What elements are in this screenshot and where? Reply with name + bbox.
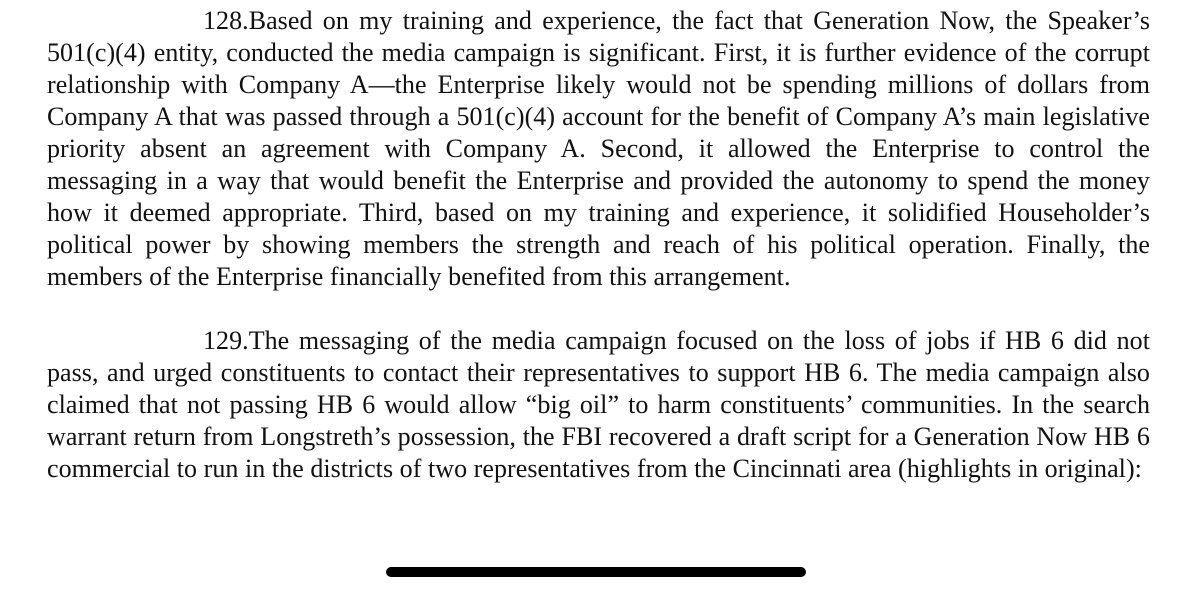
paragraph-number: 129. [203, 326, 249, 355]
home-indicator[interactable] [386, 567, 806, 577]
paragraph-number: 128. [203, 6, 249, 35]
paragraph-text: Based on my training and experience, the fact that Generation Now, the Speaker’s 501(c)(4) entity, conducted the media campaign is significant. First, it is further evidence of the corrupt relationship with Company A—the Enterprise likely would not be spending millions of dollars from Company A that was passed through a 501(c)(4) account for the benefit of Company A’s main legislative priority absent an agreement with Company A. Second, it allowed the Enterprise to control the messaging in a way that would benefit the Enterprise and provided the autonomy to spend the money how it deemed appropriate. Third, based on my training and experience, it solidified Householder’s political power by showing members the strength and reach of his political operation. Finally, the members of the Enterprise financially benefited from this arrangement. [47, 6, 1150, 291]
paragraph-128 [47, 5, 1150, 293]
document-page [47, 5, 1150, 485]
paragraph-129 [47, 325, 1150, 485]
paragraph-text: The messaging of the media campaign focused on the loss of jobs if HB 6 did not pass, and urged constituents to contact their representatives to support HB 6. The media campaign also claimed that not passing HB 6 would allow “big oil” to harm constituents’ communities. In the search warrant return from Longstreth’s possession, the FBI recovered a draft script for a Generation Now HB 6 commercial to run in the districts of two representatives from the Cincinnati area (highlights in original): [47, 326, 1150, 483]
